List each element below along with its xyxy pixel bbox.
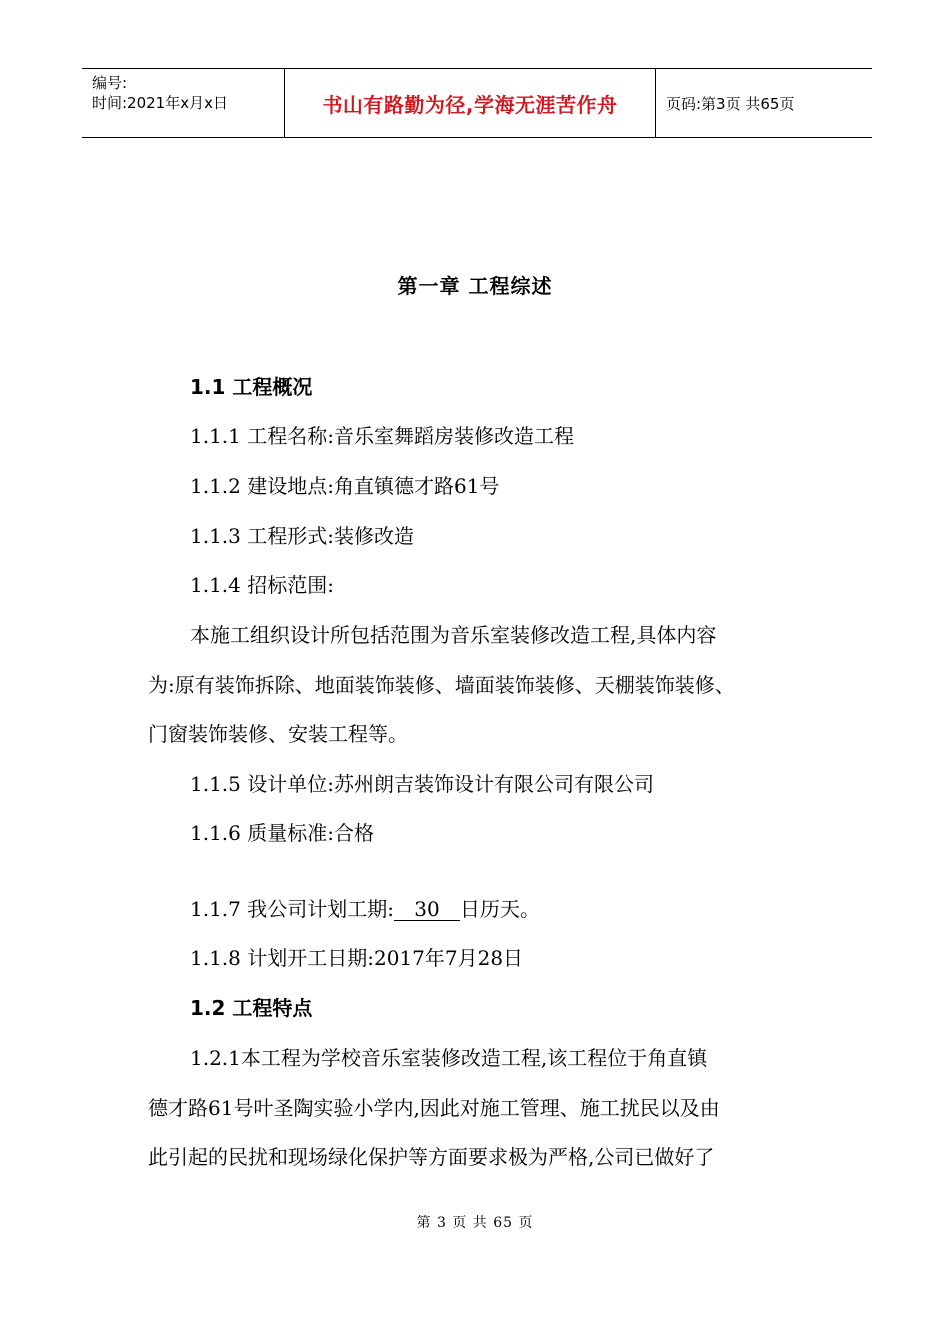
chapter-title: 第一章 工程综述: [397, 274, 553, 298]
item-1-1-7: [190, 894, 540, 924]
header-page-number: 页码:第3页 共65页: [666, 94, 795, 113]
paragraph-1-2-1-line-2: 德才路61号叶圣陶实验小学内,因此对施工管理、施工扰民以及由: [148, 1096, 720, 1120]
item-1-1-8: 1.1.8 计划开工日期:2017年7月28日: [190, 946, 524, 970]
item-1-1-5: 1.1.5 设计单位:苏州朗吉装饰设计有限公司有限公司: [190, 772, 654, 796]
page-header: [82, 68, 872, 138]
planned-duration-value: 30: [394, 898, 460, 921]
scope-paragraph-line-1: 本施工组织设计所包括范围为音乐室装修改造工程,具体内容: [190, 623, 717, 647]
item-1-1-4: 1.1.4 招标范围:: [190, 573, 334, 597]
section-heading-1-2: 1.2 工程特点: [190, 996, 313, 1020]
item-1-1-1: 1.1.1 工程名称:音乐室舞蹈房装修改造工程: [190, 424, 574, 448]
scope-paragraph-line-3: 门窗装饰装修、安装工程等。: [148, 722, 408, 746]
page-footer: 第 3 页 共 65 页: [416, 1215, 534, 1231]
header-motto: 书山有路勤为径,学海无涯苦作舟: [284, 69, 656, 137]
section-heading-1-1: 1.1 工程概况: [190, 375, 313, 399]
scope-paragraph-line-2: 为:原有装饰拆除、地面装饰装修、墙面装饰装修、天棚装饰装修、: [148, 673, 735, 697]
paragraph-1-2-1-line-1: 1.2.1本工程为学校音乐室装修改造工程,该工程位于角直镇: [190, 1046, 708, 1070]
paragraph-1-2-1-line-3: 此引起的民扰和现场绿化保护等方面要求极为严格,公司已做好了: [148, 1145, 715, 1169]
header-time: 时间:2021年x月x日: [92, 94, 228, 112]
item-1-1-7-unit: 日历天。: [459, 897, 540, 921]
header-number: 编号:: [92, 74, 128, 92]
item-1-1-6: 1.1.6 质量标准:合格: [190, 821, 374, 845]
item-1-1-7-label: 1.1.7 我公司计划工期:: [190, 897, 394, 921]
item-1-1-2: 1.1.2 建设地点:角直镇德才路61号: [190, 474, 500, 498]
header-meta: [82, 69, 284, 137]
item-1-1-3: 1.1.3 工程形式:装修改造: [190, 524, 414, 548]
